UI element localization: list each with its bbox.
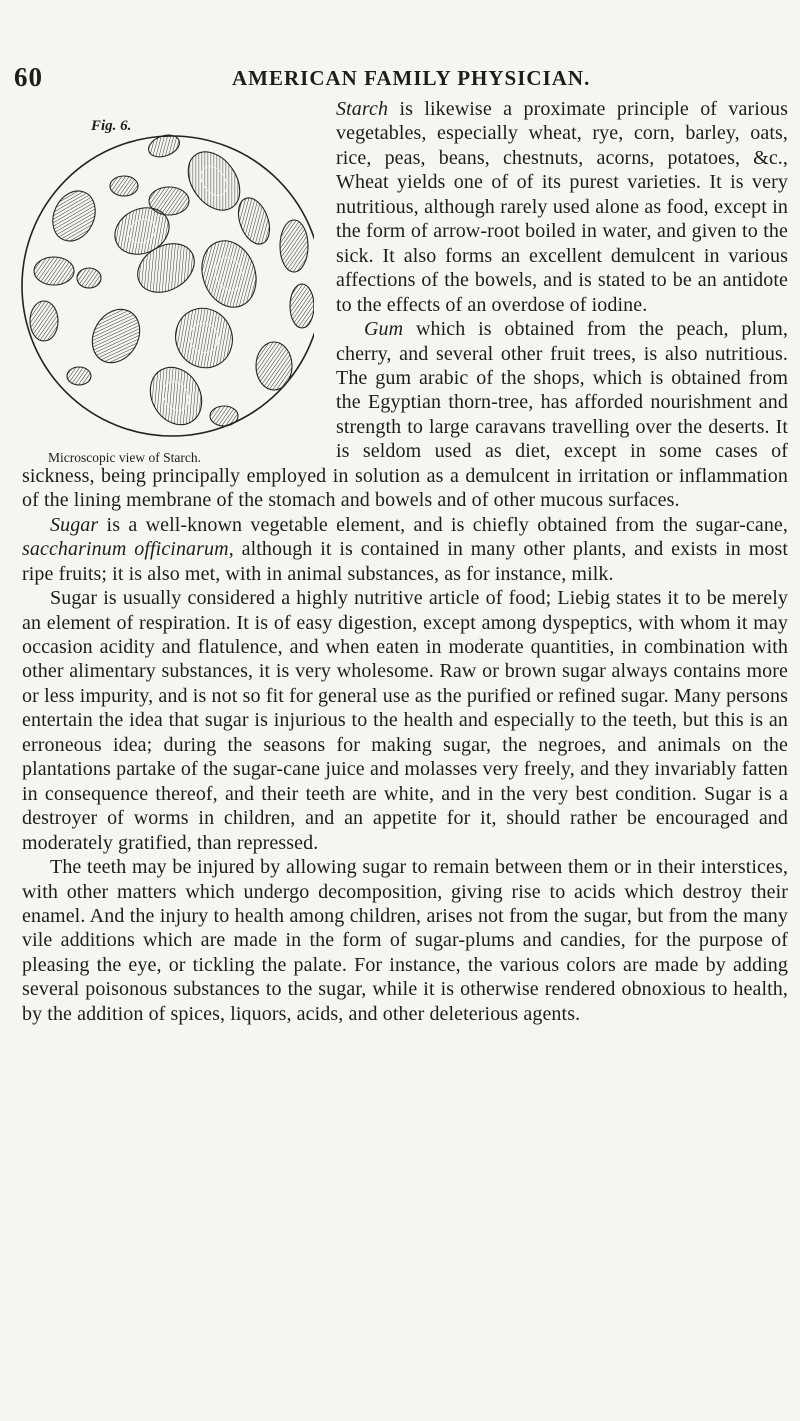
latin-name: saccharinum officinarum — [22, 538, 229, 561]
paragraph-text: Sugar is usually considered a highly nutritive article of food; Liebig states it to be merely an element of respiration. It is of easy digestion, except among dyspeptics, with whom it may occasion acidity and flatulence, and when eaten in moderate quantities, in combination with other alimentary substances, it is very wholesome. Raw or brown sugar always contains more or less impurity, and is not so fit for general use as the purified or refined sugar. Many persons entertain the idea that sugar is injurious to the health and especially to the teeth, but this is an erroneous idea; during the seasons for making sugar, the negroes, and animals on the plantations partake of the sugar-cane juice and molasses very freely, and they invariably fatten in consequence thereof, and their teeth are white, and in the very best condition. Sugar is a destroyer of worms in children, and an appetite for it, should rather be encouraged and moderately gratified, than repressed. — [22, 587, 788, 854]
paragraph-text: , although it is contained in many other plants, and exists in most ripe fruits; it is also met, with in animal substances, as for instance, milk. — [22, 538, 789, 585]
term-gum: Gum — [364, 318, 404, 341]
paragraph-text: is a well-known vegetable element, and is chiefly obtained from the sugar-cane, — [98, 513, 788, 536]
figure-label: Fig. 6. — [91, 118, 132, 134]
paragraph-teeth — [22, 855, 788, 1026]
running-head: AMERICAN FAMILY PHYSICIAN. — [232, 66, 591, 90]
term-sugar: Sugar — [50, 513, 99, 536]
paragraph-text: is likewise a proximate principle of various vegetables, especially wheat, rye, corn, barley, oats, rice, peas, beans, chestnuts, acorns, potatoes, &c., Wheat yields one of of its purest varieties. It is very nutritious, although rarely used alone as food, except in the form of arrow-root boiled in water, and given to the sick. It also forms an excellent demulcent in various affections of the bowels, and is stated to be an antidote to the effects of an overdose of iodine. — [336, 98, 788, 316]
figure-float-spacer — [22, 97, 332, 452]
figure-caption: Microscopic view of Starch. — [48, 450, 201, 465]
paragraph-sugar-nutrition — [22, 586, 788, 855]
body-text — [22, 97, 788, 1026]
page-number: 60 — [14, 62, 43, 92]
term-starch: Starch — [336, 98, 389, 120]
paragraph-text: The teeth may be injured by allowing sugar to remain between them or in their interstices, with other matters which undergo decomposition, giving rise to acids which destroy their enamel. And the injury to health among children, arises not from the sugar, but from the many vile additions which are made in the form of sugar-plums and candies, for the purpose of pleasing the eye, or tickling the palate. For instance, the various colors are made by adding several poisonous substances to the sugar, while it is otherwise rendered obnoxious to health, by the addition of spices, liquors, acids, and other deleterious agents. — [22, 856, 788, 1025]
paragraph-sugar — [22, 513, 788, 586]
page-header — [14, 62, 774, 92]
paragraph-text: which is obtained from the peach, plum, cherry, and several other fruit trees, is also nutritious. The gum arabic of the shops, which is obtained from the Egyptian thorn-tree, has afforded nourishment and strength to large caravans travelling over the deserts. It is seldom used as diet, except in some cases of sickness, being principally employed in solution as a demulcent in irritation or inflammation of the lining membrane of the stomach and bowels and of other mucous surfaces. — [22, 318, 788, 512]
